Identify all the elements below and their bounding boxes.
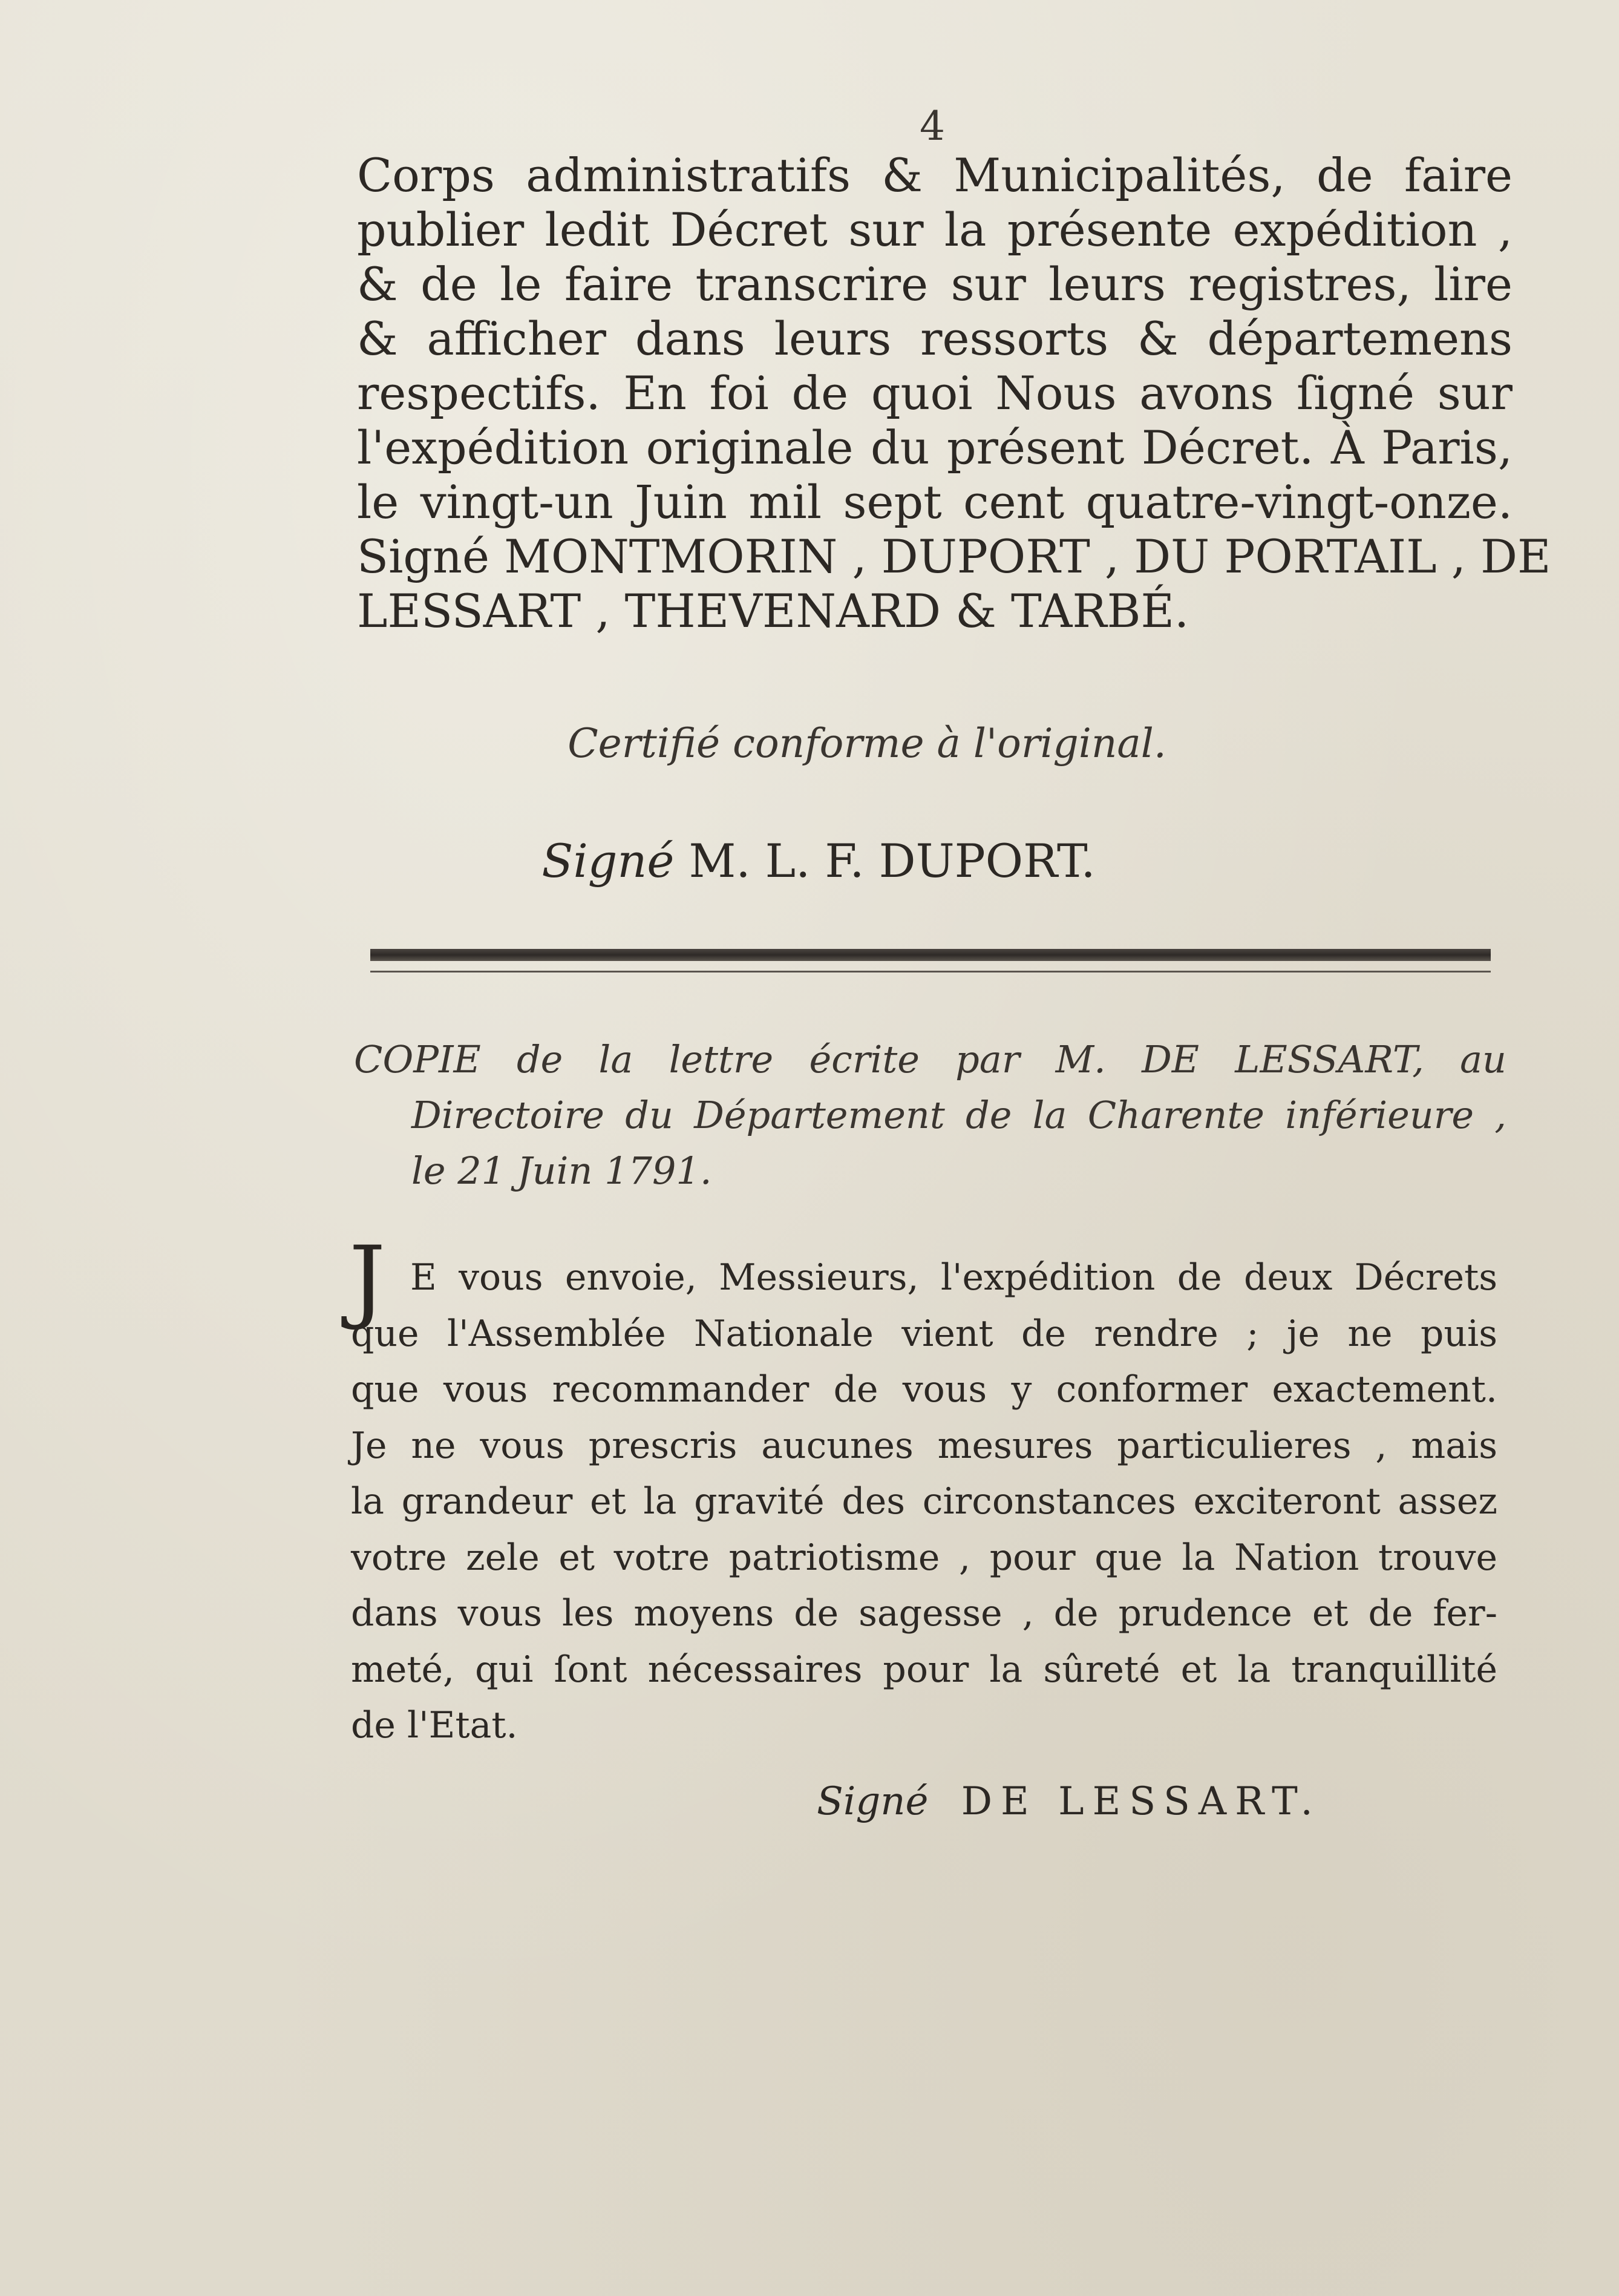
- letter-line: que l'Assemblée Nationale vient de rendre ; je ne puis: [351, 1312, 1497, 1355]
- letter-line: de l'Etat.: [351, 1704, 518, 1747]
- signatories-line: LESSART , THEVENARD & TARBÉ.: [357, 584, 1189, 638]
- text-line: l'expédition originale du présent Décret. À Paris,: [357, 421, 1513, 474]
- signature-name: DE LESSART.: [961, 1779, 1321, 1824]
- letter-heading: [354, 1032, 1506, 1199]
- letter-line: meté, qui ſont nécessaires pour la sûreté et la tranquillité: [351, 1648, 1497, 1691]
- signature-duport: [0, 834, 1619, 888]
- text-line: le vingt-un Juin mil sept cent quatre-vingt-onze.: [357, 475, 1513, 529]
- letter-line: dans vous les moyens de sagesse , de prudence et de fer-: [351, 1592, 1497, 1635]
- decree-paragraph: [357, 148, 1551, 638]
- signature-name: M. L. F. DUPORT.: [688, 834, 1096, 888]
- text-line: respectifs. En foi de quoi Nous avons ſigné sur: [357, 366, 1513, 420]
- section-rule-thick: [370, 949, 1491, 961]
- signature-label: Signé: [817, 1779, 929, 1824]
- heading-line: Directoire du Département de la Charente inférieure ,: [411, 1093, 1506, 1137]
- signature-label: Signé: [541, 834, 675, 888]
- letter-line: que vous recommander de vous y conformer exactement.: [351, 1368, 1497, 1411]
- heading-line: le 21 Juin 1791.: [411, 1149, 712, 1193]
- page-number: 4: [920, 103, 945, 149]
- letter-line: Je ne vous prescris aucunes mesures particulieres , mais: [351, 1424, 1497, 1467]
- text-line: & de le faire transcrire sur leurs registres, lire: [357, 257, 1513, 311]
- text-line: Corps administratifs & Municipalités, de faire: [357, 148, 1513, 202]
- letter-line: E vous envoie, Messieurs, l'expédition de deux Décrets: [410, 1256, 1497, 1299]
- signature-lessart: [817, 1779, 1321, 1824]
- text-line: publier ledit Décret sur la présente expédition ,: [357, 203, 1513, 257]
- text-line: & afficher dans leurs ressorts & départemens: [357, 312, 1513, 366]
- signatories-line: Signé MONTMORIN , DUPORT , DU PORTAIL , DE: [357, 530, 1551, 583]
- drop-cap: J: [349, 1227, 386, 1333]
- letter-body: [351, 1250, 1497, 1754]
- letter-line: la grandeur et la gravité des circonstances exciteront assez: [351, 1480, 1497, 1523]
- letter-line: votre zele et votre patriotisme , pour que la Nation trouve: [351, 1536, 1497, 1579]
- section-rule-thin: [370, 971, 1491, 973]
- heading-line: COPIE de la lettre écrite par M. DE LESSART, au: [354, 1037, 1506, 1081]
- certification-text: Certifié conforme à l'original.: [567, 720, 1166, 767]
